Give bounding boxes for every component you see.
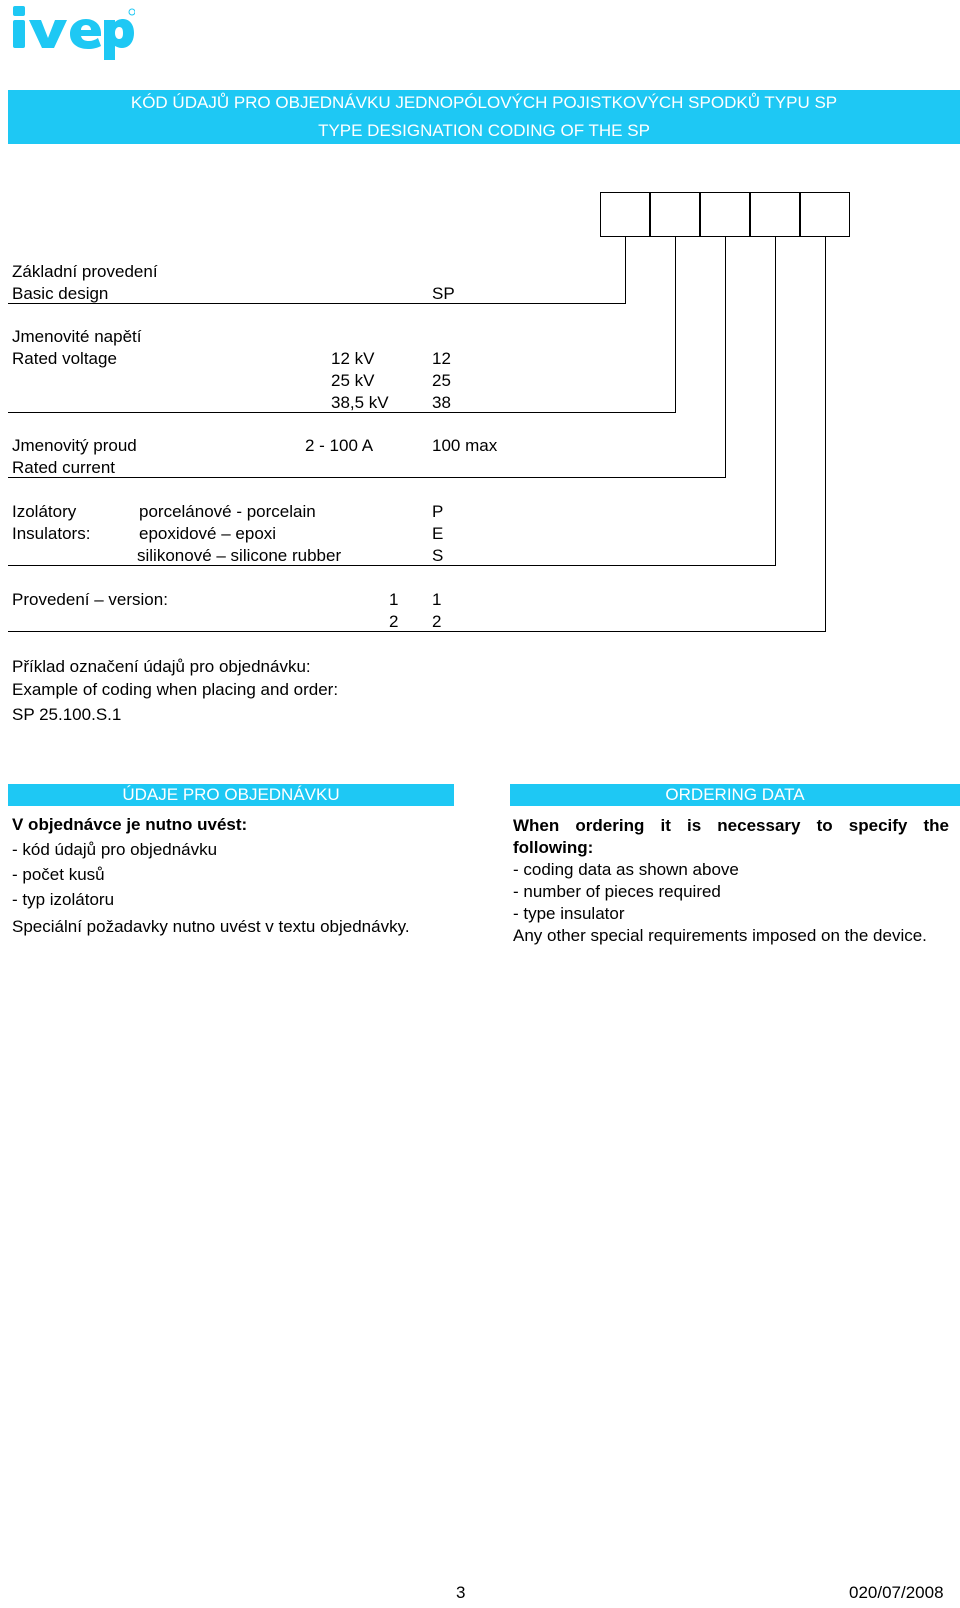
version-value-2: 2	[389, 612, 399, 631]
rule-insulators	[8, 565, 776, 566]
code-box-3	[700, 192, 750, 237]
voltage-value-2: 25 kV	[331, 371, 375, 390]
ordering-header-cz: ÚDAJE PRO OBJEDNÁVKU	[122, 785, 340, 804]
insulators-label-en: Insulators:	[12, 524, 91, 543]
connector-3	[725, 237, 726, 477]
rule-basic	[8, 303, 626, 304]
basic-label-cz: Základní provedení	[12, 262, 158, 281]
connector-1	[625, 237, 626, 303]
code-box-5	[800, 192, 850, 237]
title-banner	[8, 90, 960, 144]
ordering-en-note: Any other special requirements imposed on the device.	[513, 926, 927, 945]
version-value-1: 1	[389, 590, 399, 609]
connector-4	[775, 237, 776, 565]
insulator-code-1: P	[432, 502, 444, 521]
connector-2	[675, 237, 676, 412]
insulator-value-1: porcelánové - porcelain	[139, 502, 316, 521]
voltage-code-3: 38	[432, 393, 451, 412]
example-label-cz: Příklad označení údajů pro objednávku:	[12, 657, 311, 676]
rule-current	[8, 477, 726, 478]
ordering-en-item-1: - coding data as shown above	[513, 860, 739, 879]
current-code: 100 max	[432, 436, 498, 455]
version-code-2: 2	[432, 612, 442, 631]
page-number: 3	[456, 1583, 466, 1602]
ordering-en-title: When ordering it is necessary to specify the following:	[513, 816, 949, 857]
connector-5	[825, 237, 826, 631]
ordering-en-item-3: - type insulator	[513, 904, 625, 923]
rule-version	[8, 631, 826, 632]
title-cz: KÓD ÚDAJŮ PRO OBJEDNÁVKU JEDNOPÓLOVÝCH POJISTKOVÝCH SPODKŮ TYPU SP	[130, 93, 838, 112]
code-box-2	[650, 192, 700, 237]
document-date: 020/07/2008	[849, 1583, 944, 1602]
current-label-en: Rated current	[12, 458, 115, 477]
ordering-cz-title: V objednávce je nutno uvést:	[12, 815, 248, 834]
current-label-cz: Jmenovitý proud	[12, 436, 137, 455]
voltage-value-1: 12 kV	[331, 349, 375, 368]
insulator-code-3: S	[432, 546, 444, 565]
voltage-code-1: 12	[432, 349, 451, 368]
example-code: SP 25.100.S.1	[12, 705, 122, 724]
ordering-cz-note: Speciální požadavky nutno uvést v textu objednávky.	[12, 917, 410, 936]
title-en: TYPE DESIGNATION CODING OF THE SP	[318, 121, 650, 140]
insulators-label-cz: Izolátory	[12, 502, 77, 521]
ordering-cz-item-3: - typ izolátoru	[12, 890, 115, 909]
ordering-cz-item-2: - počet kusů	[12, 865, 105, 884]
example-label-en: Example of coding when placing and order:	[12, 680, 339, 699]
ordering-cz-block	[12, 814, 444, 939]
current-value: 2 - 100 A	[305, 436, 374, 455]
basic-label-en: Basic design	[12, 284, 109, 303]
voltage-value-3: 38,5 kV	[331, 393, 389, 412]
insulator-value-2: epoxidové – epoxi	[139, 524, 277, 543]
ivep-logo	[10, 2, 135, 62]
ordering-en-item-2: - number of pieces required	[513, 882, 721, 901]
version-label: Provedení – version:	[12, 590, 168, 609]
rule-voltage	[8, 412, 676, 413]
code-box-4	[750, 192, 800, 237]
version-code-1: 1	[432, 590, 442, 609]
basic-code: SP	[432, 284, 455, 303]
insulator-code-2: E	[432, 524, 444, 543]
ordering-en-block	[513, 815, 949, 947]
insulator-value-3: silikonové – silicone rubber	[137, 546, 342, 565]
code-box-1	[600, 192, 650, 237]
voltage-code-2: 25	[432, 371, 451, 390]
voltage-label-cz: Jmenovité napětí	[12, 327, 142, 346]
ordering-header-en: ORDERING DATA	[665, 785, 805, 804]
voltage-label-en: Rated voltage	[12, 349, 117, 368]
ordering-cz-item-1: - kód údajů pro objednávku	[12, 840, 218, 859]
